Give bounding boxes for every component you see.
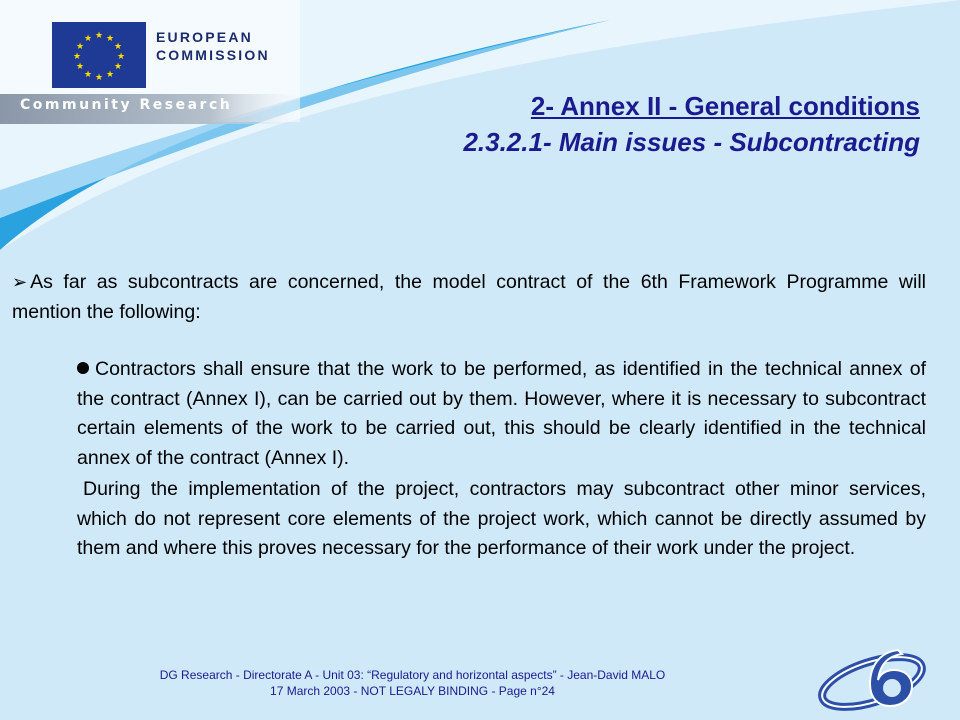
intro-text: As far as subcontracts are concerned, the model contract of the 6th Framework Programme will mention the following: (12, 271, 926, 323)
svg-text:★: ★ (116, 52, 126, 62)
arrow-bullet-icon: ➢ (12, 272, 28, 292)
slide-title: 2- Annex II - General conditions (530, 91, 920, 121)
slide-subtitle: 2.3.2.1- Main issues - Subcontracting (463, 127, 920, 157)
slide-title-block (463, 90, 920, 158)
svg-text:★: ★ (75, 42, 85, 52)
svg-text:★: ★ (83, 70, 93, 80)
logo-line-european: EUROPEAN (156, 29, 253, 45)
footer-line-1: DG Research - Directorate A - Unit 03: “Regulatory and horizontal aspects” - Jean-David MALO (159, 668, 666, 682)
fp6-logo-icon (812, 640, 952, 712)
svg-text:★: ★ (113, 62, 123, 72)
continuation-paragraph: During the implementation of the project, contractors may subcontract other minor services, which do not represent core elements of the project work, which cannot be directly assumed by them and where this proves necessary for the performance of their work under the project. (77, 478, 926, 559)
bullet-text: Contractors shall ensure that the work to be performed, as identified in the technical annex of the contract (Annex I), can be carried out by them. However, where it is necessary to subcontract certain elements of the work to be carried out, this should be clearly identified in the technical annex of the contract (Annex I). (77, 358, 926, 469)
svg-text:★: ★ (105, 70, 115, 80)
svg-text:★: ★ (75, 62, 85, 72)
footer-line-2: 17 March 2003 - NOT LEGALY BINDING - Page n°24 (270, 684, 555, 698)
svg-text:★: ★ (94, 31, 104, 41)
svg-text:★: ★ (105, 34, 115, 44)
slide-footer (30, 667, 795, 699)
svg-text:★: ★ (113, 42, 123, 52)
community-research-tagline: Community Research (20, 97, 233, 113)
svg-text:★: ★ (83, 34, 93, 44)
svg-text:★: ★ (72, 52, 82, 62)
bullet-paragraph (77, 355, 926, 473)
logo-wordmark (156, 28, 306, 64)
eu-flag-icon (52, 22, 146, 88)
intro-paragraph (12, 268, 926, 327)
logo-line-commission: COMMISSION (156, 47, 270, 63)
slide-body (12, 268, 926, 564)
round-bullet-icon (77, 362, 89, 374)
svg-text:★: ★ (94, 73, 104, 83)
